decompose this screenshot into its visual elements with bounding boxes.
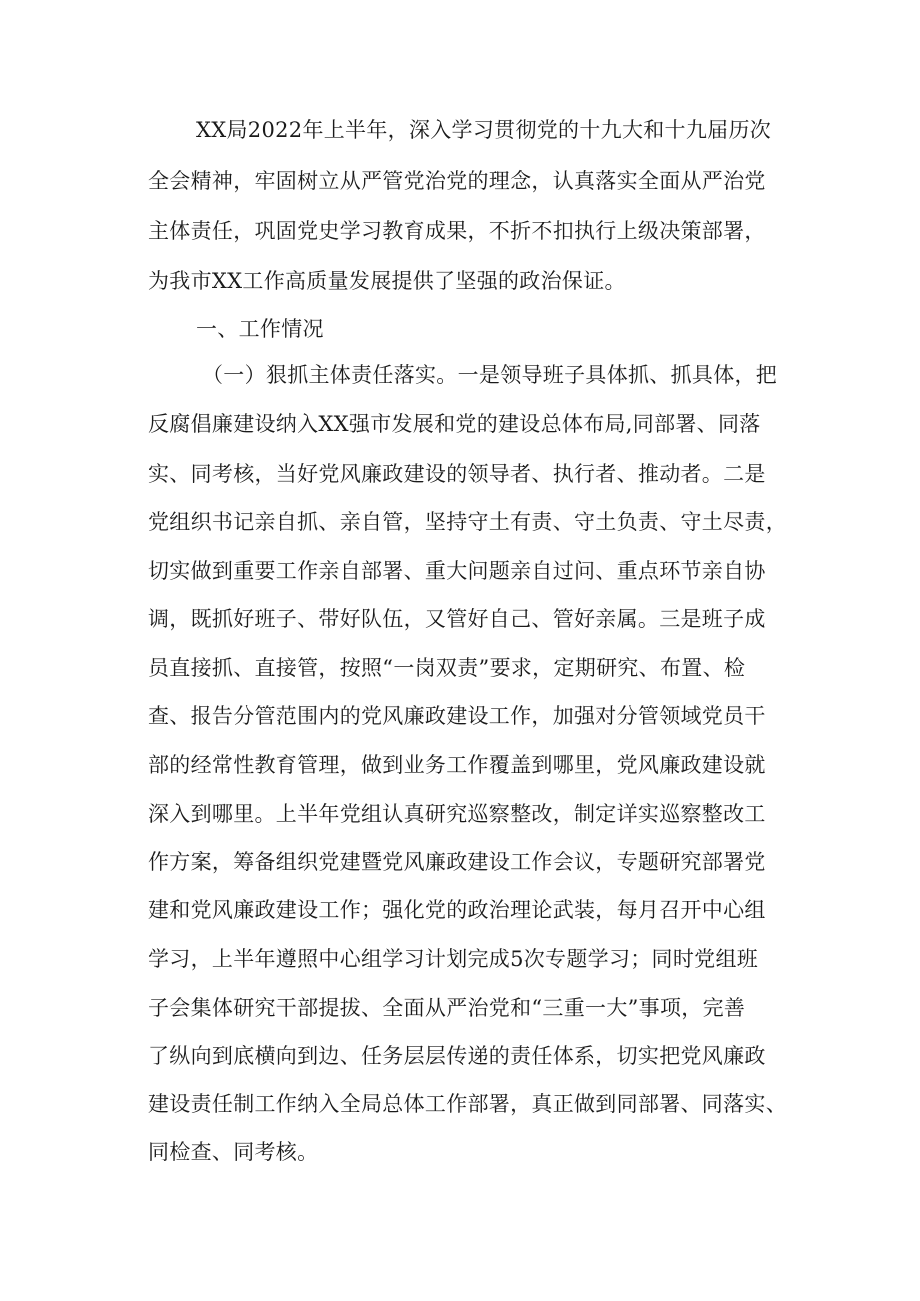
body-line: 反腐倡廉建设纳入XX强市发展和党的建设总体布局,同部署、同落 xyxy=(148,412,761,436)
intro-line: 主体责任，巩固党史学习教育成果，不折不扣执行上级决策部署， xyxy=(148,219,766,243)
body-line: 了纵向到底横向到边、任务层层传递的责任体系，切实把党风廉政 xyxy=(148,1044,766,1068)
intro-line: XX局2022年上半年，深入学习贯彻党的十九大和十九届历次 xyxy=(196,118,772,142)
body-line: 员直接抓、直接管，按照“一岗双责”要求，定期研究、布置、检 xyxy=(148,656,746,680)
body-line: 深入到哪里。上半年党组认真研究巡察整改，制定详实巡察整改工 xyxy=(148,802,766,826)
intro-line: 全会精神，牢固树立从严管党治党的理念，认真落实全面从严治党 xyxy=(148,169,766,193)
body-line: 党组织书记亲自抓、亲自管，坚持守土有责、守土负责、守土尽责， xyxy=(148,510,787,534)
body-line: 部的经常性教育管理，做到业务工作覆盖到哪里，党风廉政建设就 xyxy=(148,753,766,777)
body-line: 实、同考核，当好党风廉政建设的领导者、执行者、推动者。二是 xyxy=(148,462,766,486)
body-line: 建设责任制工作纳入全局总体工作部署，真正做到同部署、同落实、 xyxy=(148,1092,787,1116)
body-line: 切实做到重要工作亲自部署、重大问题亲自过问、重点环节亲自协 xyxy=(148,559,766,583)
body-line: 学习，上半年遵照中心组学习计划完成5次专题学习；同时党组班 xyxy=(148,947,759,971)
body-line: 同检查、同考核。 xyxy=(148,1140,319,1164)
body-line: 调，既抓好班子、带好队伍，又管好自己、管好亲属。三是班子成 xyxy=(148,607,766,631)
body-line: 建和党风廉政建设工作；强化党的政治理论武装，每月召开中心组 xyxy=(148,898,766,922)
section-heading: 一、工作情况 xyxy=(196,317,324,341)
body-line: 作方案，筹备组织党建暨党风廉政建设工作会议，专题研究部署党 xyxy=(148,850,766,874)
body-line: 子会集体研究干部提拔、全面从严治党和“三重一大”事项，完善 xyxy=(148,996,746,1020)
body-line: （一）狠抓主体责任落实。一是领导班子具体抓、抓具体，把 xyxy=(202,363,778,387)
body-line: 查、报告分管范围内的党风廉政建设工作，加强对分管领域党员干 xyxy=(148,704,766,728)
intro-line: 为我市XX工作高质量发展提供了坚强的政治保证。 xyxy=(148,269,626,293)
